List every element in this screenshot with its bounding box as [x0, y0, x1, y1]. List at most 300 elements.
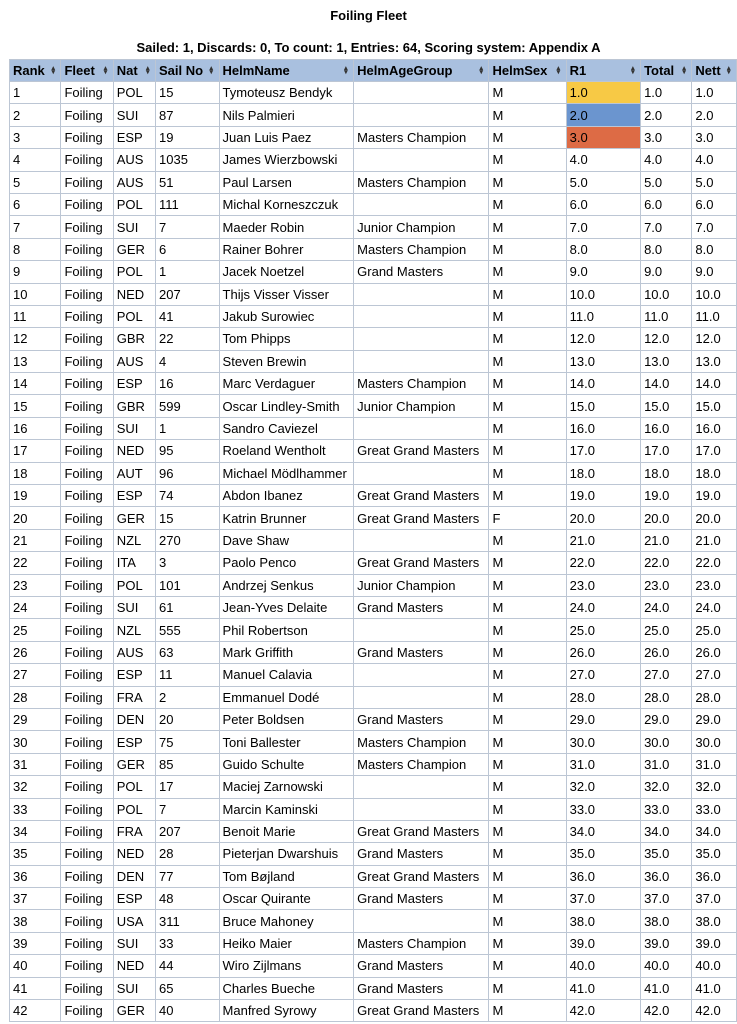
cell-helm-sex: M [489, 888, 566, 910]
cell-total: 19.0 [641, 485, 692, 507]
table-row [10, 328, 737, 350]
cell-r1: 42.0 [566, 1000, 640, 1022]
cell-helm-age-group: Grand Masters [354, 977, 489, 999]
cell-nat: POL [113, 574, 155, 596]
cell-helm-age-group: Masters Champion [354, 753, 489, 775]
cell-helm-name: Tymoteusz Bendyk [219, 82, 354, 104]
cell-nett: 4.0 [692, 149, 737, 171]
sort-arrows-icon[interactable]: ▴▾ [103, 64, 108, 76]
cell-helm-name: Tom Phipps [219, 328, 354, 350]
cell-helm-name: Rainer Bohrer [219, 238, 354, 260]
cell-nat: ESP [113, 126, 155, 148]
sort-arrows-icon[interactable]: ▴▾ [344, 64, 348, 76]
cell-fleet: Foiling [61, 373, 113, 395]
cell-helm-sex: M [489, 910, 566, 932]
cell-helm-name: Marcin Kaminski [219, 798, 354, 820]
cell-total: 8.0 [641, 238, 692, 260]
cell-r1: 35.0 [566, 843, 640, 865]
cell-r1: 38.0 [566, 910, 640, 932]
cell-fleet: Foiling [61, 753, 113, 775]
cell-helm-age-group [354, 462, 489, 484]
cell-helm-name: Michael Mödlhammer [219, 462, 354, 484]
cell-rank: 20 [10, 507, 61, 529]
cell-nett: 19.0 [692, 485, 737, 507]
cell-helm-age-group: Junior Champion [354, 216, 489, 238]
cell-nat: SUI [113, 417, 155, 439]
cell-rank: 33 [10, 798, 61, 820]
cell-helm-sex: M [489, 798, 566, 820]
table-row [10, 193, 737, 215]
cell-total: 10.0 [641, 283, 692, 305]
cell-nat: NED [113, 955, 155, 977]
cell-fleet: Foiling [61, 708, 113, 730]
table-row [10, 283, 737, 305]
cell-sail-no: 599 [156, 395, 220, 417]
cell-nat: DEN [113, 708, 155, 730]
sort-arrows-icon[interactable]: ▴▾ [209, 64, 214, 76]
sort-arrows-icon[interactable]: ▴▾ [51, 64, 55, 76]
cell-r1: 23.0 [566, 574, 640, 596]
cell-total: 33.0 [641, 798, 692, 820]
cell-r1: 6.0 [566, 193, 640, 215]
cell-r1: 1.0 [566, 82, 640, 104]
cell-fleet: Foiling [61, 305, 113, 327]
cell-nett: 12.0 [692, 328, 737, 350]
cell-r1: 29.0 [566, 708, 640, 730]
cell-helm-name: Mark Griffith [219, 641, 354, 663]
cell-rank: 4 [10, 149, 61, 171]
cell-helm-name: Pieterjan Dwarshuis [219, 843, 354, 865]
header-row [10, 60, 737, 82]
cell-nett: 9.0 [692, 261, 737, 283]
column-header-nat[interactable] [113, 60, 155, 82]
cell-total: 40.0 [641, 955, 692, 977]
table-row [10, 753, 737, 775]
cell-nat: SUI [113, 596, 155, 618]
cell-rank: 1 [10, 82, 61, 104]
cell-rank: 2 [10, 104, 61, 126]
cell-sail-no: 7 [156, 216, 220, 238]
cell-sail-no: 87 [156, 104, 220, 126]
cell-helm-age-group [354, 350, 489, 372]
cell-fleet: Foiling [61, 395, 113, 417]
cell-helm-age-group: Great Grand Masters [354, 865, 489, 887]
cell-nett: 24.0 [692, 596, 737, 618]
cell-rank: 9 [10, 261, 61, 283]
cell-helm-age-group: Masters Champion [354, 373, 489, 395]
cell-nat: GBR [113, 395, 155, 417]
table-row [10, 462, 737, 484]
cell-r1: 13.0 [566, 350, 640, 372]
cell-fleet: Foiling [61, 261, 113, 283]
cell-helm-sex: M [489, 731, 566, 753]
results-table [9, 59, 737, 1022]
cell-total: 37.0 [641, 888, 692, 910]
cell-nett: 5.0 [692, 171, 737, 193]
table-row [10, 596, 737, 618]
cell-helm-age-group: Masters Champion [354, 932, 489, 954]
cell-helm-age-group: Grand Masters [354, 641, 489, 663]
cell-nat: NED [113, 283, 155, 305]
cell-helm-sex: M [489, 305, 566, 327]
cell-nat: SUI [113, 932, 155, 954]
sort-arrows-icon[interactable]: ▴▾ [556, 64, 561, 76]
cell-helm-age-group [354, 193, 489, 215]
cell-nat: SUI [113, 216, 155, 238]
table-row [10, 888, 737, 910]
cell-rank: 11 [10, 305, 61, 327]
cell-nett: 11.0 [692, 305, 737, 327]
cell-helm-sex: M [489, 932, 566, 954]
cell-helm-name: Paolo Penco [219, 552, 354, 574]
cell-helm-sex: M [489, 641, 566, 663]
cell-fleet: Foiling [61, 955, 113, 977]
cell-total: 25.0 [641, 619, 692, 641]
sort-arrows-icon[interactable]: ▴▾ [682, 64, 686, 76]
cell-r1: 31.0 [566, 753, 640, 775]
column-header-r1[interactable] [566, 60, 640, 82]
column-header-helm-name[interactable] [219, 60, 354, 82]
cell-nat: POL [113, 776, 155, 798]
results-table-body [10, 82, 737, 1022]
cell-helm-sex: M [489, 216, 566, 238]
cell-fleet: Foiling [61, 932, 113, 954]
cell-rank: 17 [10, 440, 61, 462]
cell-fleet: Foiling [61, 1000, 113, 1022]
cell-helm-name: Jacek Noetzel [219, 261, 354, 283]
cell-rank: 26 [10, 641, 61, 663]
cell-nat: NZL [113, 619, 155, 641]
cell-sail-no: 40 [156, 1000, 220, 1022]
cell-helm-age-group: Grand Masters [354, 708, 489, 730]
column-header-helm-age-group[interactable] [354, 60, 489, 82]
cell-sail-no: 1035 [156, 149, 220, 171]
cell-total: 17.0 [641, 440, 692, 462]
sort-arrows-icon[interactable]: ▴▾ [631, 64, 635, 76]
table-row [10, 350, 737, 372]
table-row [10, 574, 737, 596]
cell-total: 22.0 [641, 552, 692, 574]
cell-helm-sex: M [489, 820, 566, 842]
cell-helm-age-group [354, 529, 489, 551]
cell-sail-no: 15 [156, 507, 220, 529]
cell-nett: 23.0 [692, 574, 737, 596]
column-header-helm-sex[interactable] [489, 60, 566, 82]
cell-sail-no: 20 [156, 708, 220, 730]
cell-nat: FRA [113, 686, 155, 708]
cell-helm-age-group: Junior Champion [354, 574, 489, 596]
cell-sail-no: 1 [156, 261, 220, 283]
cell-helm-age-group [354, 776, 489, 798]
cell-helm-sex: M [489, 193, 566, 215]
cell-nat: ESP [113, 664, 155, 686]
cell-sail-no: 96 [156, 462, 220, 484]
cell-r1: 16.0 [566, 417, 640, 439]
cell-nett: 34.0 [692, 820, 737, 842]
cell-r1: 26.0 [566, 641, 640, 663]
cell-r1: 5.0 [566, 171, 640, 193]
cell-total: 27.0 [641, 664, 692, 686]
cell-total: 5.0 [641, 171, 692, 193]
cell-helm-name: Manuel Calavia [219, 664, 354, 686]
cell-sail-no: 3 [156, 552, 220, 574]
cell-sail-no: 75 [156, 731, 220, 753]
cell-helm-sex: M [489, 552, 566, 574]
cell-total: 36.0 [641, 865, 692, 887]
cell-sail-no: 17 [156, 776, 220, 798]
sort-arrows-icon[interactable]: ▴▾ [727, 64, 731, 76]
cell-rank: 3 [10, 126, 61, 148]
sort-arrows-icon[interactable]: ▴▾ [146, 64, 150, 76]
cell-nett: 36.0 [692, 865, 737, 887]
cell-sail-no: 65 [156, 977, 220, 999]
cell-r1: 34.0 [566, 820, 640, 842]
column-header-label: HelmName [222, 63, 290, 78]
cell-helm-name: Paul Larsen [219, 171, 354, 193]
cell-nett: 2.0 [692, 104, 737, 126]
cell-helm-name: Dave Shaw [219, 529, 354, 551]
cell-helm-sex: M [489, 596, 566, 618]
cell-sail-no: 7 [156, 798, 220, 820]
cell-nat: GER [113, 1000, 155, 1022]
cell-nett: 15.0 [692, 395, 737, 417]
cell-rank: 23 [10, 574, 61, 596]
cell-sail-no: 111 [156, 193, 220, 215]
table-row [10, 126, 737, 148]
cell-helm-name: Heiko Maier [219, 932, 354, 954]
table-row [10, 932, 737, 954]
cell-rank: 31 [10, 753, 61, 775]
cell-helm-name: Roeland Wentholt [219, 440, 354, 462]
cell-helm-sex: M [489, 261, 566, 283]
cell-nett: 39.0 [692, 932, 737, 954]
cell-fleet: Foiling [61, 529, 113, 551]
table-row [10, 261, 737, 283]
cell-rank: 19 [10, 485, 61, 507]
cell-helm-sex: M [489, 440, 566, 462]
cell-sail-no: 48 [156, 888, 220, 910]
cell-helm-name: Steven Brewin [219, 350, 354, 372]
cell-total: 21.0 [641, 529, 692, 551]
cell-total: 42.0 [641, 1000, 692, 1022]
cell-helm-sex: M [489, 619, 566, 641]
cell-fleet: Foiling [61, 910, 113, 932]
cell-helm-age-group [354, 619, 489, 641]
cell-helm-age-group: Great Grand Masters [354, 552, 489, 574]
column-header-label: HelmSex [492, 63, 548, 78]
cell-nett: 41.0 [692, 977, 737, 999]
cell-helm-name: Charles Bueche [219, 977, 354, 999]
cell-r1: 21.0 [566, 529, 640, 551]
cell-helm-age-group: Great Grand Masters [354, 485, 489, 507]
cell-rank: 16 [10, 417, 61, 439]
cell-helm-sex: M [489, 395, 566, 417]
cell-sail-no: 207 [156, 820, 220, 842]
cell-fleet: Foiling [61, 731, 113, 753]
cell-r1: 15.0 [566, 395, 640, 417]
cell-helm-sex: M [489, 82, 566, 104]
cell-r1: 20.0 [566, 507, 640, 529]
cell-helm-sex: M [489, 708, 566, 730]
table-row [10, 373, 737, 395]
table-row [10, 552, 737, 574]
cell-total: 18.0 [641, 462, 692, 484]
column-header-label: R1 [569, 63, 587, 78]
cell-sail-no: 101 [156, 574, 220, 596]
cell-fleet: Foiling [61, 596, 113, 618]
cell-nat: SUI [113, 977, 155, 999]
cell-fleet: Foiling [61, 977, 113, 999]
cell-helm-sex: M [489, 664, 566, 686]
cell-fleet: Foiling [61, 126, 113, 148]
cell-nett: 13.0 [692, 350, 737, 372]
sort-arrows-icon[interactable]: ▴▾ [479, 64, 483, 76]
cell-rank: 18 [10, 462, 61, 484]
table-row [10, 820, 737, 842]
column-header-sail-no[interactable] [156, 60, 220, 82]
cell-helm-sex: M [489, 1000, 566, 1022]
cell-sail-no: 311 [156, 910, 220, 932]
table-row [10, 776, 737, 798]
column-header-nett[interactable] [692, 60, 737, 82]
cell-rank: 8 [10, 238, 61, 260]
column-header-label: Fleet [64, 63, 95, 78]
cell-nat: ESP [113, 373, 155, 395]
cell-total: 35.0 [641, 843, 692, 865]
cell-rank: 12 [10, 328, 61, 350]
cell-helm-name: Oscar Quirante [219, 888, 354, 910]
table-row [10, 82, 737, 104]
cell-helm-name: Juan Luis Paez [219, 126, 354, 148]
cell-r1: 12.0 [566, 328, 640, 350]
table-row [10, 619, 737, 641]
column-header-total[interactable] [641, 60, 692, 82]
cell-total: 20.0 [641, 507, 692, 529]
cell-fleet: Foiling [61, 865, 113, 887]
cell-helm-sex: F [489, 507, 566, 529]
cell-fleet: Foiling [61, 462, 113, 484]
cell-helm-sex: M [489, 485, 566, 507]
cell-helm-age-group: Great Grand Masters [354, 1000, 489, 1022]
cell-total: 7.0 [641, 216, 692, 238]
cell-nat: AUT [113, 462, 155, 484]
cell-helm-name: Tom Bøjland [219, 865, 354, 887]
cell-r1: 39.0 [566, 932, 640, 954]
cell-rank: 28 [10, 686, 61, 708]
column-header-fleet[interactable] [61, 60, 113, 82]
cell-helm-sex: M [489, 149, 566, 171]
cell-helm-age-group [354, 305, 489, 327]
column-header-label: Nett [695, 63, 721, 78]
cell-sail-no: 44 [156, 955, 220, 977]
cell-rank: 41 [10, 977, 61, 999]
cell-rank: 39 [10, 932, 61, 954]
cell-nat: ESP [113, 731, 155, 753]
table-row [10, 305, 737, 327]
cell-helm-name: Michal Korneszczuk [219, 193, 354, 215]
cell-nett: 40.0 [692, 955, 737, 977]
cell-helm-name: Abdon Ibanez [219, 485, 354, 507]
cell-nett: 30.0 [692, 731, 737, 753]
cell-r1: 10.0 [566, 283, 640, 305]
cell-nett: 22.0 [692, 552, 737, 574]
cell-helm-age-group: Grand Masters [354, 261, 489, 283]
cell-r1: 33.0 [566, 798, 640, 820]
cell-fleet: Foiling [61, 238, 113, 260]
cell-total: 28.0 [641, 686, 692, 708]
cell-helm-age-group: Masters Champion [354, 238, 489, 260]
cell-rank: 6 [10, 193, 61, 215]
cell-fleet: Foiling [61, 193, 113, 215]
cell-sail-no: 19 [156, 126, 220, 148]
cell-sail-no: 2 [156, 686, 220, 708]
cell-helm-name: Guido Schulte [219, 753, 354, 775]
cell-nett: 17.0 [692, 440, 737, 462]
cell-helm-age-group: Masters Champion [354, 171, 489, 193]
cell-rank: 36 [10, 865, 61, 887]
cell-r1: 2.0 [566, 104, 640, 126]
cell-total: 9.0 [641, 261, 692, 283]
table-row [10, 216, 737, 238]
cell-helm-age-group: Grand Masters [354, 888, 489, 910]
cell-fleet: Foiling [61, 798, 113, 820]
cell-helm-name: Benoit Marie [219, 820, 354, 842]
cell-sail-no: 63 [156, 641, 220, 663]
cell-helm-name: Peter Boldsen [219, 708, 354, 730]
cell-nat: NZL [113, 529, 155, 551]
cell-total: 23.0 [641, 574, 692, 596]
cell-nett: 32.0 [692, 776, 737, 798]
table-row [10, 843, 737, 865]
cell-nett: 1.0 [692, 82, 737, 104]
cell-nett: 6.0 [692, 193, 737, 215]
cell-total: 39.0 [641, 932, 692, 954]
cell-helm-name: Maeder Robin [219, 216, 354, 238]
column-header-label: Rank [13, 63, 45, 78]
cell-total: 29.0 [641, 708, 692, 730]
cell-helm-sex: M [489, 955, 566, 977]
cell-helm-name: Jean-Yves Delaite [219, 596, 354, 618]
cell-helm-sex: M [489, 417, 566, 439]
cell-nett: 25.0 [692, 619, 737, 641]
cell-rank: 34 [10, 820, 61, 842]
cell-helm-name: Phil Robertson [219, 619, 354, 641]
cell-nett: 14.0 [692, 373, 737, 395]
cell-helm-sex: M [489, 283, 566, 305]
cell-helm-sex: M [489, 776, 566, 798]
cell-helm-sex: M [489, 753, 566, 775]
table-row [10, 485, 737, 507]
column-header-rank[interactable] [10, 60, 61, 82]
column-header-label: HelmAgeGroup [357, 63, 453, 78]
cell-rank: 21 [10, 529, 61, 551]
table-row [10, 955, 737, 977]
cell-sail-no: 22 [156, 328, 220, 350]
cell-nat: AUS [113, 641, 155, 663]
table-row [10, 149, 737, 171]
cell-fleet: Foiling [61, 104, 113, 126]
cell-sail-no: 16 [156, 373, 220, 395]
cell-helm-sex: M [489, 843, 566, 865]
cell-helm-age-group [354, 686, 489, 708]
cell-nat: AUS [113, 149, 155, 171]
cell-total: 41.0 [641, 977, 692, 999]
cell-nett: 38.0 [692, 910, 737, 932]
cell-sail-no: 41 [156, 305, 220, 327]
cell-helm-sex: M [489, 462, 566, 484]
cell-rank: 25 [10, 619, 61, 641]
cell-nett: 7.0 [692, 216, 737, 238]
